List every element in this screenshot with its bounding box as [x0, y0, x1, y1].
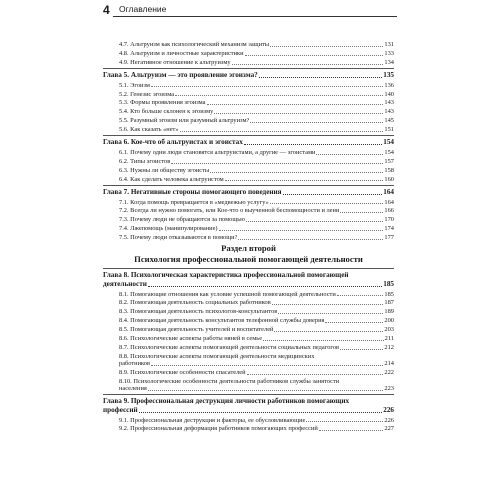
page-number: 4: [103, 3, 110, 17]
chapter-page: 226: [383, 405, 394, 414]
chapter-title-line: профессий: [103, 405, 138, 414]
toc-item: 8.10. Психологические особенности деятельности работников службы занятости населения 223: [119, 377, 394, 393]
toc-item: 5.3. Формы проявления эгоизма 143: [119, 99, 394, 107]
toc-item: 5.5. Разумный эгоизм или разумный альтруизм? 145: [119, 117, 394, 125]
toc-item: 6.1. Почему одни люди становятся альтруистами, а другие — эгоистами 154: [119, 149, 394, 157]
toc-item: 4.9. Негативное отношение к альтруизму 134: [119, 58, 394, 66]
chapter-title-line: Глава 9. Профессиональная деструкция личности работников помогающих: [103, 397, 350, 406]
table-of-contents: [103, 41, 394, 434]
toc-item: 8.1. Помогающие отношения как условие успешной помогающей деятельности 185: [119, 290, 394, 298]
toc-item: 8.3. Помогающая деятельность психологов-консультантов 189: [119, 308, 394, 316]
toc-item: 7.5. Почему люди отказываются в помощи? 177: [119, 234, 394, 242]
toc-item: 6.4. Как сделать человека альтруистом 160: [119, 175, 394, 183]
toc-chapter: [103, 397, 394, 414]
toc-item: 8.8. Психологические аспекты помогающей деятельности медицинских работников 214: [119, 352, 394, 368]
toc-item: 8.4. Помогающая деятельность консультантов телефонной службы доверия 200: [119, 317, 394, 325]
page-header: [103, 0, 393, 20]
toc-item: 8.2. Помогающая деятельность социальных работников 187: [119, 299, 394, 307]
chapter-rule: [103, 135, 394, 136]
toc-item: 7.1. Когда помощь превращается в «медвежью услугу» 164: [119, 198, 394, 206]
toc-chapter: Глава 7. Негативные стороны помогающего поведения 164: [103, 187, 394, 196]
chapter-rule: [103, 394, 394, 395]
chapter-page: 185: [383, 279, 394, 288]
toc-chapter: [103, 271, 394, 288]
toc-item: 5.1. Эгоизм 136: [119, 81, 394, 89]
toc-item: 4.8. Альтруизм и личностные характеристики 133: [119, 49, 394, 57]
chapter-title-line: деятельности: [103, 279, 147, 288]
toc-item: 7.3. Почему люди не обращаются за помощью 170: [119, 216, 394, 224]
toc-item: 8.9. Психологические особенности спасателей 222: [119, 368, 394, 376]
toc-item: 8.6. Психологические аспекты работы няней в семье 211: [119, 334, 394, 342]
toc-item: 5.4. Кто больше склонен к эгоизму 143: [119, 108, 394, 116]
toc-item: 9.2. Профессиональная деформация работников помогающих профессий 227: [119, 425, 394, 433]
chapter-title-line: Глава 8. Психологическая характеристика профессиональной помогающей: [103, 271, 349, 280]
section-name: Психология профессиональной помогающей деятельности: [134, 253, 363, 264]
toc-item: 4.7. Альтруизм как психологический механизм защиты 131: [119, 41, 394, 48]
section-title: [103, 243, 394, 264]
chapter-rule: [103, 268, 394, 269]
toc-item: 6.3. Нужны ли обществу эгоисты 158: [119, 166, 394, 174]
toc-item: 8.5. Помогающая деятельность учителей и воспитателей 203: [119, 326, 394, 334]
toc-item: 8.7. Психологические аспекты помогающей деятельности социальных педагогов 212: [119, 343, 394, 351]
toc-item: 5.6. Как сказать «нет» 151: [119, 126, 394, 134]
running-title: Оглавление: [119, 4, 167, 14]
toc-item: 7.2. Всегда ли нужно помогать, или Кое-что о выученной беспомощности и лени 166: [119, 207, 394, 215]
toc-chapter: Глава 5. Альтруизм — это проявление эгоизма? 135: [103, 70, 394, 79]
chapter-rule: [103, 68, 394, 69]
toc-item: 5.2. Генезис эгоизма 140: [119, 90, 394, 98]
toc-chapter: Глава 6. Кое-что об альтруистах и эгоистах 154: [103, 138, 394, 147]
toc-item: 9.1. Профессиональная деструкция и факторы, ее обусловливающие 226: [119, 416, 394, 424]
section-label: Раздел второй: [221, 243, 276, 254]
toc-item: 6.2. Типы эгоистов 157: [119, 157, 394, 165]
toc-item: 7.4. Лжепомощь (манипулирование) 174: [119, 225, 394, 233]
chapter-rule: [103, 185, 394, 186]
header-rule: [113, 16, 397, 17]
